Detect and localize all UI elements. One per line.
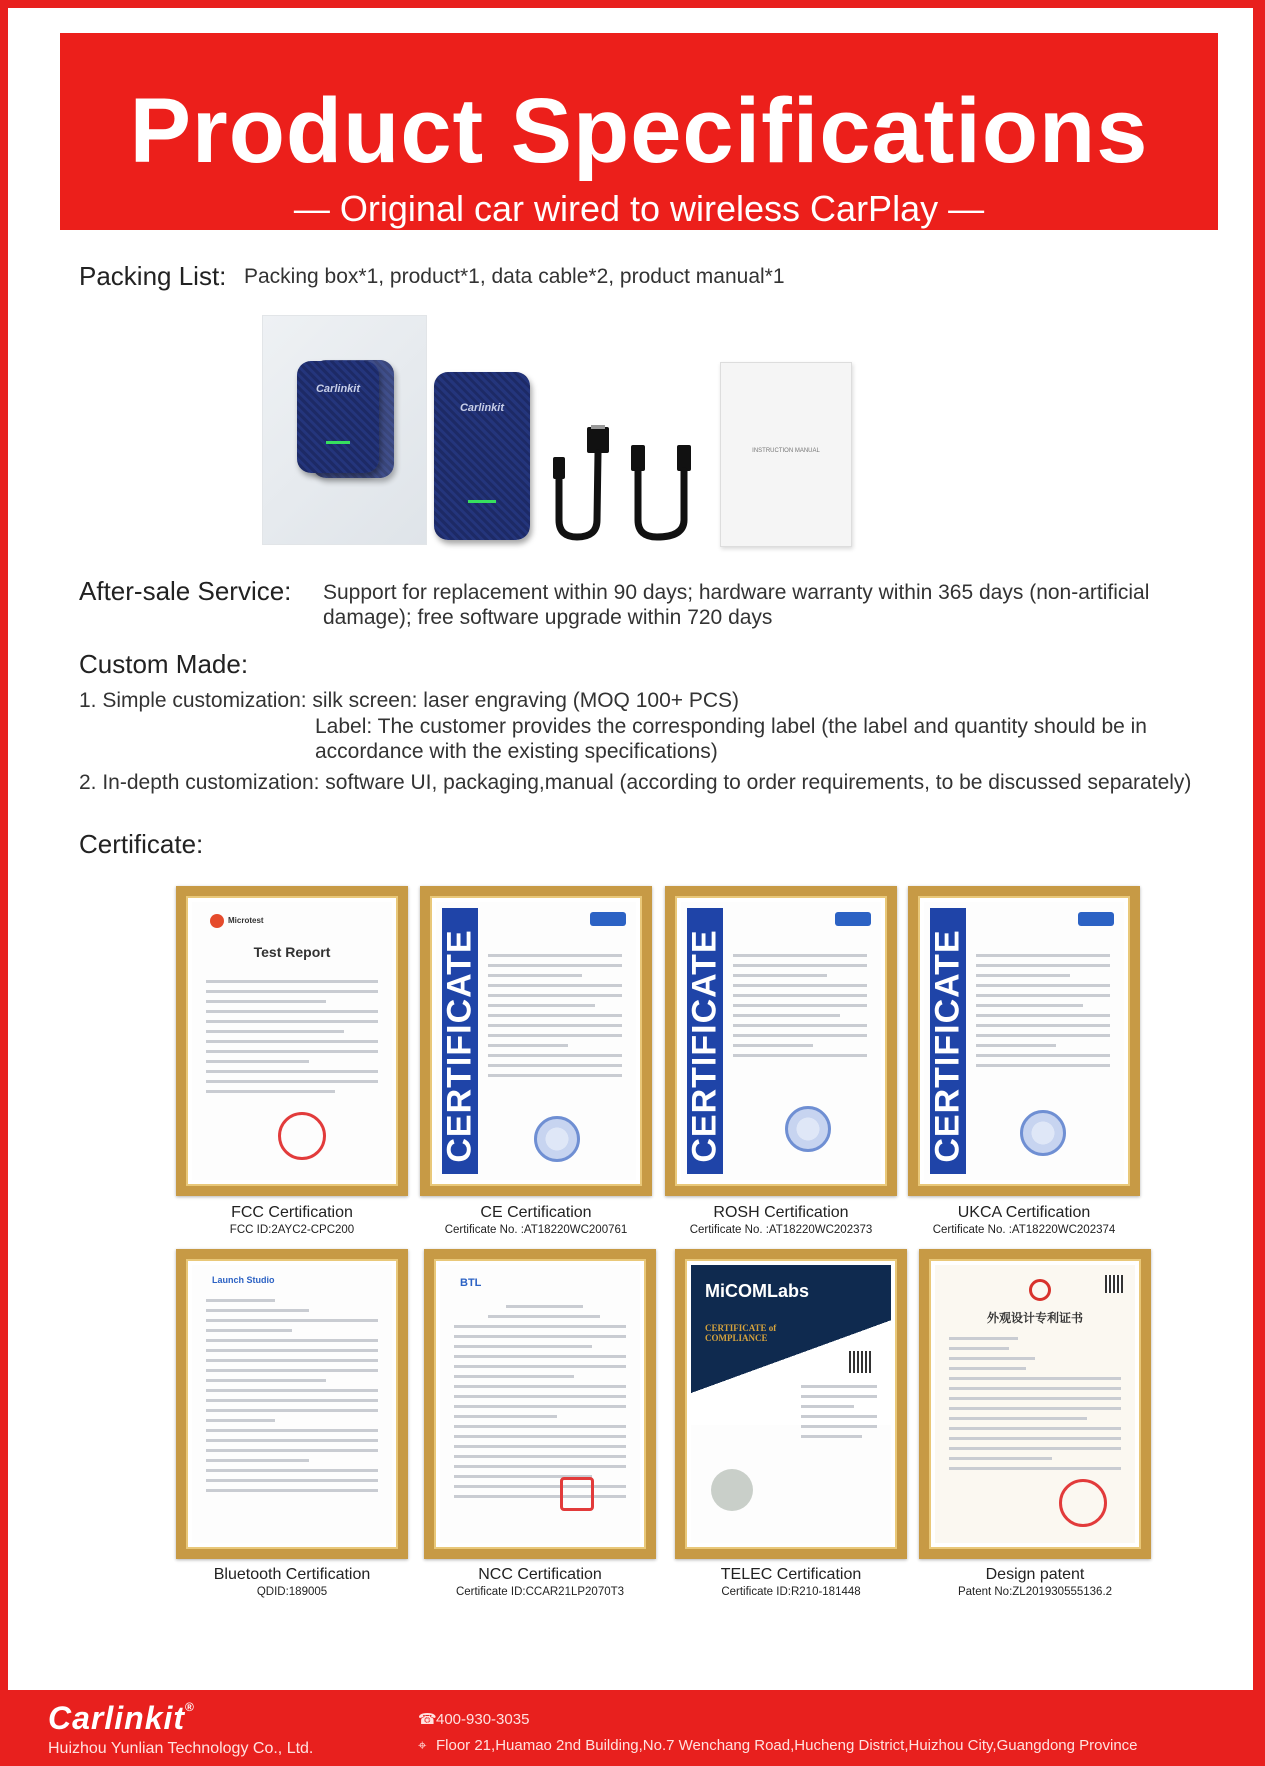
phone-number: 400-930-3035 [436,1711,530,1728]
rohs-doc-word: CERTIFICATE [685,929,724,1163]
ce-certificate-image [420,886,652,1196]
packing-list-text: Packing box*1, product*1, data cable*2, product manual*1 [244,265,785,288]
product-manual [720,362,852,547]
company-name: Huizhou Yunlian Technology Co., Ltd. [48,1740,314,1757]
red-seal-icon [278,1112,326,1160]
data-cables-icon [547,425,707,545]
telec-certificate-image [675,1249,907,1559]
brand-name: Carlinkit [48,1700,186,1736]
ncc-name: NCC Certification [478,1566,602,1583]
address-text: Floor 21,Huamao 2nd Building,No.7 Wenchang Road,Hucheng District,Huizhou City,Guangdong Province [436,1737,1138,1754]
led-indicator [326,441,351,444]
ncc-caption [424,1566,656,1600]
telec-caption [675,1566,907,1600]
page-title: Product Specifications [129,80,1149,182]
rohs-name: ROSH Certification [713,1204,849,1221]
telec-doc-title: CERTIFICATE of COMPLIANCE [705,1323,777,1343]
bluetooth-name: Bluetooth Certification [213,1566,371,1583]
custom-label-line1: Label: The customer provides the corresponding label (the label and quantity should be in [315,715,1147,738]
ncc-detail: Certificate ID:CCAR21LP2070T3 [455,1586,625,1598]
certificate-label: Certificate: [79,829,204,859]
ncc-certificate-image [424,1249,656,1559]
dongle-device [434,372,530,540]
page-subtitle: — Original car wired to wireless CarPlay — [293,188,985,229]
bluetooth-caption [176,1566,408,1600]
patent-doc-title: 外观设计专利证书 [986,1311,1083,1325]
fcc-certificate-image [176,886,408,1196]
ukca-caption [908,1204,1140,1238]
rohs-detail: Certificate No. :AT18220WC202373 [689,1224,873,1236]
bluetooth-certificate-image [176,1249,408,1559]
anbotek-logo-icon [590,912,626,926]
patent-detail: Patent No:ZL201930555136.2 [957,1586,1113,1598]
device-logo: Carlinkit [459,402,504,414]
custom-item-1: 1. Simple customization: silk screen: laser engraving (MOQ 100+ PCS) [79,689,740,712]
fcc-doc-title: Test Report [253,944,331,960]
telec-name: TELEC Certification [720,1566,862,1583]
custom-label-line2: accordance with the existing specifications) [315,740,718,763]
phone-line [418,1710,529,1728]
led-indicator [468,500,497,503]
telec-detail: Certificate ID:R210-181448 [721,1586,861,1598]
fcc-doc-brand: Microtest [228,916,264,925]
anbotek-logo-icon [835,912,871,926]
ukca-doc-word: CERTIFICATE [928,929,967,1163]
telec-doc-brand: MiCOMLabs [705,1281,810,1301]
qr-code-icon [1105,1275,1123,1293]
bluetooth-doc-brand: Launch Studio [212,1275,275,1285]
anbotek-logo-icon [1078,912,1114,926]
ukca-name: UKCA Certification [957,1204,1091,1221]
ce-caption [420,1204,652,1238]
stamp-icon [1020,1110,1066,1156]
patent-office-logo-icon [1029,1279,1051,1301]
footer-brand-logo: Carlinkit® [48,1700,195,1736]
ce-doc-word: CERTIFICATE [440,929,479,1163]
location-pin-icon: ⌖ [418,1737,427,1754]
address-line [418,1737,1138,1754]
fcc-caption [176,1204,408,1238]
phone-icon: ☎ [418,1711,437,1728]
qr-code-icon [849,1351,871,1373]
ukca-certificate-image [908,886,1140,1196]
rohs-caption [665,1204,897,1238]
patent-name: Design patent [985,1566,1085,1583]
microtest-logo-icon [210,914,224,928]
device-logo: Carlinkit [315,383,360,395]
rohs-certificate-image [665,886,897,1196]
manual-title: INSTRUCTION MANUAL [752,448,820,454]
after-sale-line2: damage); free software upgrade within 720 days [323,606,773,629]
ce-detail: Certificate No. :AT18220WC200761 [444,1224,628,1236]
dongle-on-box [297,361,379,473]
after-sale-label: After-sale Service: [79,576,292,606]
stamp-icon [785,1106,831,1152]
top-border [0,0,1265,8]
stamp-icon [534,1116,580,1162]
left-border [0,0,8,1690]
product-photo [262,310,852,545]
red-seal-icon [1059,1479,1107,1527]
red-seal-icon [560,1477,594,1511]
footer [0,1690,1265,1766]
custom-item-2: 2. In-depth customization: software UI, packaging,manual (according to order requirements, to be discussed separately) [79,771,1192,794]
ncc-doc-brand: BTL [460,1277,482,1289]
header-banner [60,33,1218,230]
packing-list-label: Packing List: [79,261,227,291]
bluetooth-detail: QDID:189005 [256,1586,328,1598]
patent-caption [919,1566,1151,1600]
ce-name: CE Certification [480,1204,592,1221]
ukca-detail: Certificate No. :AT18220WC202374 [932,1224,1116,1236]
fcc-detail: FCC ID:2AYC2-CPC200 [229,1224,355,1236]
fcc-name: FCC Certification [231,1204,353,1221]
after-sale-line1: Support for replacement within 90 days; hardware warranty within 365 days (non-artificial [323,581,1150,604]
seal-icon [711,1469,753,1511]
design-patent-image [919,1249,1151,1559]
custom-made-label: Custom Made: [79,649,249,679]
right-border [1253,0,1265,1690]
